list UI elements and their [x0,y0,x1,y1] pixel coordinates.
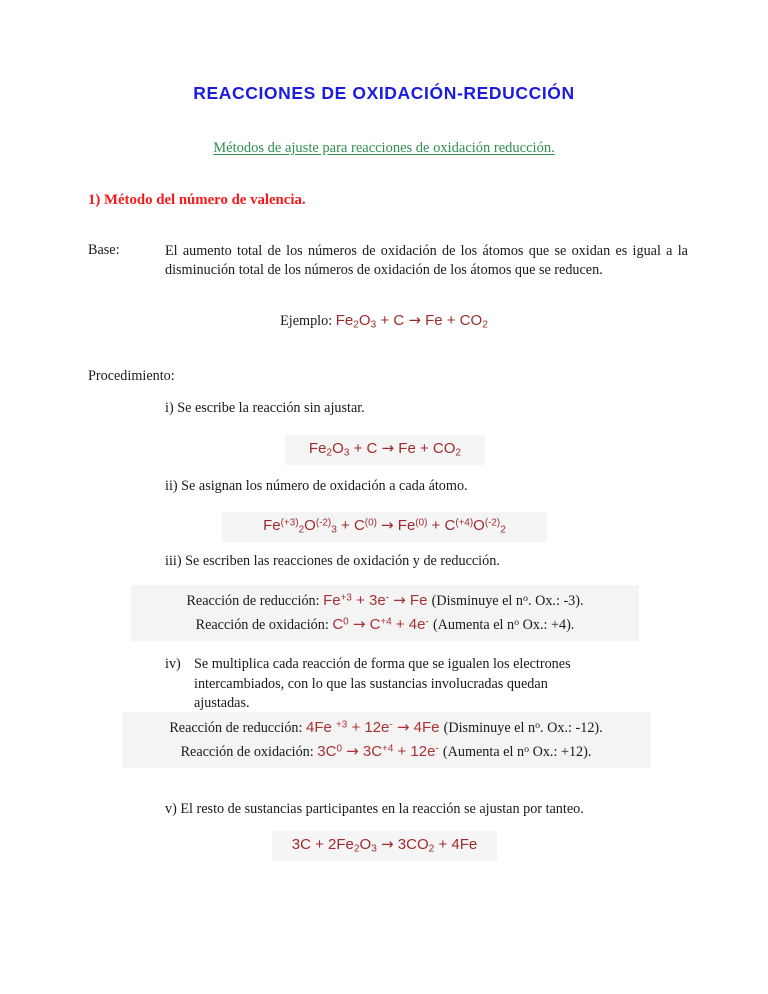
oxidation-label: Reacción de oxidación: [180,743,314,760]
step-iv-line-2: intercambiados, con lo que las sustancias involucradas quedan [194,675,548,692]
base-label: Base: [88,242,120,258]
example-equation: $Fe_2O_3 + C \to Fe + CO_2$ [335,311,488,331]
reduction-note: (Disminuye el $n^o$. Ox.: -3). [431,592,584,609]
step-iv-body [194,655,687,714]
oxidation-line-1 [141,613,629,637]
procedure-step-iv [165,655,687,714]
step-v-marker: v) [165,801,177,817]
step-iii-marker: iii) [165,553,182,569]
base-text: El aumento total de los números de oxidación de los átomos que se oxidan es igual a la disminución total de los números de oxidación de los átomos que se reducen. [165,243,688,279]
step-iv-line-3: ajustadas. [194,695,250,712]
step-iv-marker: iv) [165,656,181,672]
reduction-label: Reacción de reducción: [169,720,303,736]
arrow-icon: → [393,591,406,609]
oxidation-equation: $C^0 \to C^{+4} + 4e^-$ [332,614,429,633]
oxidation-note: (Aumenta el $n^o$ Ox.: +4). [432,616,575,633]
arrow-icon: → [381,516,394,534]
arrow-icon: → [396,718,410,736]
arrow-icon: → [352,614,366,633]
step-ii-marker: ii) [165,478,178,494]
procedure-step-iii [165,552,500,571]
arrow-icon: → [381,835,394,853]
page-title: REACCIONES DE OXIDACIÓN-REDUCCIÓN [193,83,575,103]
oxidation-label: Reacción de oxidación: [195,616,329,633]
oxidation-line-2 [132,740,640,764]
procedure-step-ii [165,477,468,496]
arrow-icon: → [408,311,421,329]
reduction-equation: $Fe^{+3} + 3e^- \to Fe$ [323,591,432,609]
equation-final-balanced: $3C + 2Fe_2O_3 \to 3CO_2 + 4Fe$ [272,831,497,861]
step-iii-text: Se escriben las reacciones de oxidación y de reducción. [185,553,500,569]
step-iv-line-1: Se multiplica cada reacción de forma que se igualen los electrones [194,656,571,672]
procedure-step-v [165,800,584,819]
procedure-step-i [165,399,365,418]
step-ii-text: Se asignan los número de oxidación a cada átomo. [181,478,468,494]
step-v-text: El resto de sustancias participantes en la reacción se ajustan por tanteo. [180,801,584,817]
procedure-label: Procedimiento: [88,368,175,384]
section-heading-method-1: 1) Método del número de valencia. [88,192,306,208]
reduction-note: (Disminuye el $n^o$. Ox.: -12). [443,719,603,736]
arrow-icon: → [346,741,359,760]
oxidation-equation: $3C^0 \to 3C^{+4} + 12e^-$ [317,741,439,760]
reduction-line-2 [132,716,640,740]
reduction-equation: 4Fe $^{+3}$ + 12e- → 4Fe [306,718,444,736]
oxidation-note: (Aumenta el $n^o$ Ox.: +12). [442,743,592,760]
step-i-marker: i) [165,400,174,416]
reaction-block-2 [122,712,650,768]
example-line [0,311,768,330]
reaction-block-1 [131,585,639,641]
document-subtitle: Métodos de ajuste para reacciones de oxidación reducción. [213,140,555,156]
reduction-label: Reacción de reducción: [186,593,320,609]
equation-unbalanced: $Fe_2O_3 + C \to Fe + CO_2$ [285,435,485,465]
base-block [88,242,688,281]
step-i-text: Se escribe la reacción sin ajustar. [177,400,365,416]
arrow-icon: → [381,439,395,457]
example-label: Ejemplo: [280,313,333,329]
reduction-line-1 [141,589,629,613]
equation-oxidation-numbers: $Fe^{(+3)}_2O^{(-2)}_3 + C^{(0)} \to Fe^{(0)} + C^{(+4)}O^{(-2)}_2$ [222,512,547,542]
